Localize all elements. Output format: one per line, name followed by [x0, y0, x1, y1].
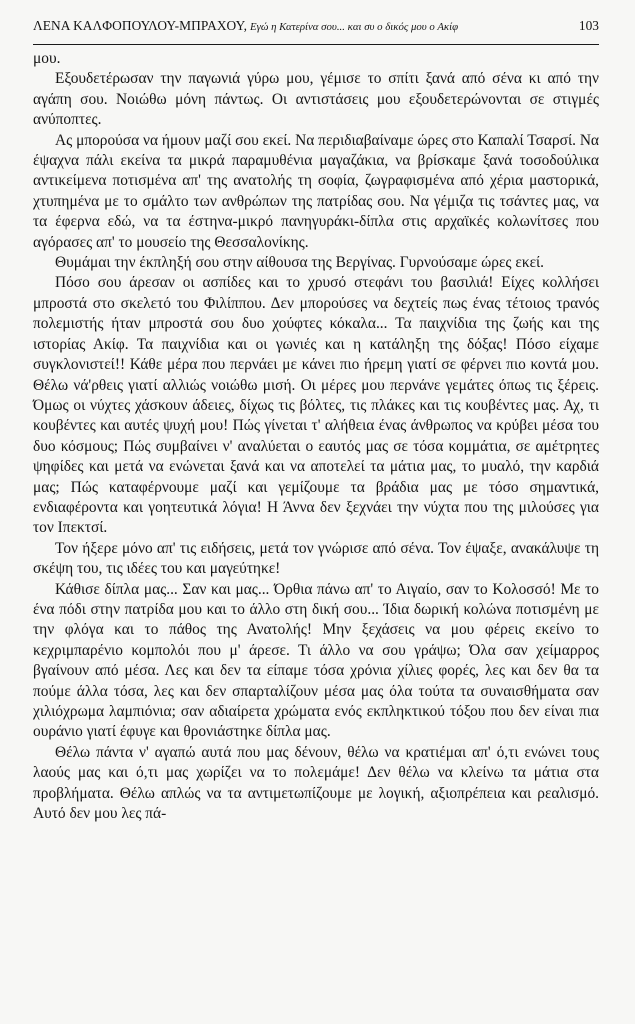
- paragraph-7: Κάθισε δίπλα μας... Σαν και μας... Όρθια πάνω απ' το Αιγαίο, σαν το Κολοσσό! Με το ένα πόδι στην πατρίδα μου και το άλλο στη δική σου... Ίδια δωρική κολώνα ποτισμένη με την φλόγα και το πάθος της Ανατολής! Μην ξεχάσεις να μου φέρεις εκείνο το κεχριμπαρένιο κομπολόι που μ' άρεσε. Τι άλλο να σου γράψω; Όλα σαν χείμαρρος βγαίνουν από μέσα. Λες και δεν τα είπαμε τόσα χρόνια χίλιες φορές, λες και δεν θα τα πούμε άλλα τόσα, λες και δεν σπαρταλίζουν μέσα μας όλα τούτα τα συναισθήματα σαν χιλιόχρωμα λαμπιόνια; σαν αδιαίρετα χρώματα ενός εκπληκτικού τόξου που δεν είναι πια ουράνιο γιατί έφυγε και θρονιάστηκε δίπλα μας.: [33, 580, 599, 741]
- header-author: ΛΕΝΑ ΚΑΛΦΟΠΟΥΛΟΥ-ΜΠΡΑΧΟΥ,: [33, 18, 248, 33]
- page-number: 103: [578, 18, 599, 33]
- body-text: [33, 49, 599, 824]
- running-header: [33, 18, 599, 40]
- header-left: [33, 18, 458, 34]
- paragraph-3: Ας μπορούσα να ήμουν μαζί σου εκεί. Να περιδιαβαίναμε ώρες στο Καπαλί Τσαρσί. Να έψαχνα πάλι εκείνα τα μικρά παραμυθένια μαγαζάκια, να βρίσκαμε ξανά τοσοδούλικα αντικείμενα ποτισμένα απ' της ανατολής τη σοφία, ζωγραφισμένα από χέρια μαστορικά, χτυπημένα με το σμάλτο των ανθρώπων της πατρίδας σου. Να γέμιζα τις τσάντες μας, να τα έφερνα εδώ, να τα έστηνα-μικρό πανηγυράκι-δίπλα στις αρχαϊκές κολωνίτσες που αγόρασες απ' το μουσείο της Θεσσαλονίκης.: [33, 131, 599, 251]
- paragraph-2: Εξουδετέρωσαν την παγωνιά γύρω μου, γέμισε το σπίτι ξανά από σένα κι από την αγάπη σου. Νοιώθω μόνη πάντως. Οι αντιστάσεις μου εξουδετερώνονται σε στιγμές ανύποπτες.: [33, 70, 599, 129]
- paragraph-1: μου.: [33, 50, 61, 67]
- paragraph-5: Πόσο σου άρεσαν οι ασπίδες και το χρυσό στεφάνι του βασιλιά! Είχες κολλήσει μπροστά στο σκελετό του Φιλίππου. Δεν μπορούσες να δεχτείς πως ένας τέτοιος τρανός πολεμιστής ήταν μπροστά σου δυο χούφτες κόκαλα... Τα παιχνίδια της ζωής και της ιστορίας Ακίφ. Τα παιχνίδια και οι γωνιές και η κατάληξη της δόξας! Πόσο είχαμε συγκλονιστεί!! Κάθε μέρα που περνάει με κάνει πιο ήρεμη γιατί σε φέρνει πιο κοντά μου. Θέλω νά'ρθεις γιατί αλλιώς νοιώθω μισή. Οι μέρες μου περνάνε γεμάτες όπως τις ξέρεις. Όμως οι νύχτες χάσκουν άδειες, δίχως τις βόλτες, τις πλάκες και τις κουβέντες μας. Αχ, τι κουβέντες και αυτές ψυχή μου! Πώς γίνεται τ' αλήθεια ένας άνθρωπος να κρύβει μέσα του δυο κόσμους; Πώς συμβαίνει ν' αναλύεται ο εαυτός μας σε τόσα κομμάτια, σε αμέτρητες ψηφίδες και μετά να ενώνεται ξανά και να αποτελεί τα μάτια μας, το μυαλό, την καρδιά μας; Πώς καταφέρνουμε μαζί και γεμίζουμε τα βράδια μας με τόσο σημαντικά, ενδιαφέροντα και γοητευτικά λόγια! Η Άννα δεν ξεχνάει την νύχτα που της μιλούσες για τον Ιπεκτσί.: [33, 274, 599, 537]
- paragraph-4: Θυμάμαι την έκπληξή σου στην αίθουσα της Βεργίνας. Γυρνούσαμε ώρες εκεί.: [55, 254, 545, 272]
- paragraph-6: Τον ήξερε μόνο απ' τις ειδήσεις, μετά τον γνώρισε από σένα. Τον έψαξε, ανακάλυψε τη σκέψη του, τις ιδέες του και μαγεύτηκε!: [33, 539, 599, 578]
- book-page: [33, 18, 599, 824]
- header-book-title: Εγώ η Κατερίνα σου... και συ ο δικός μου ο Ακίφ: [250, 21, 459, 33]
- header-rule: [33, 44, 599, 45]
- paragraph-8: Θέλω πάντα ν' αγαπώ αυτά που μας δένουν, θέλω να κρατιέμαι απ' ό,τι ενώνει τους λαούς μας και ό,τι μας χωρίζει να το πολεμάμε! Δεν θέλω να κλείνω τα μάτια στα προβλήματα. Θέλω απλώς να τα αντιμετωπίζουμε με λογική, αξιοπρέπεια και ρεαλισμό. Αυτό δεν μου λες πά-: [33, 743, 599, 823]
